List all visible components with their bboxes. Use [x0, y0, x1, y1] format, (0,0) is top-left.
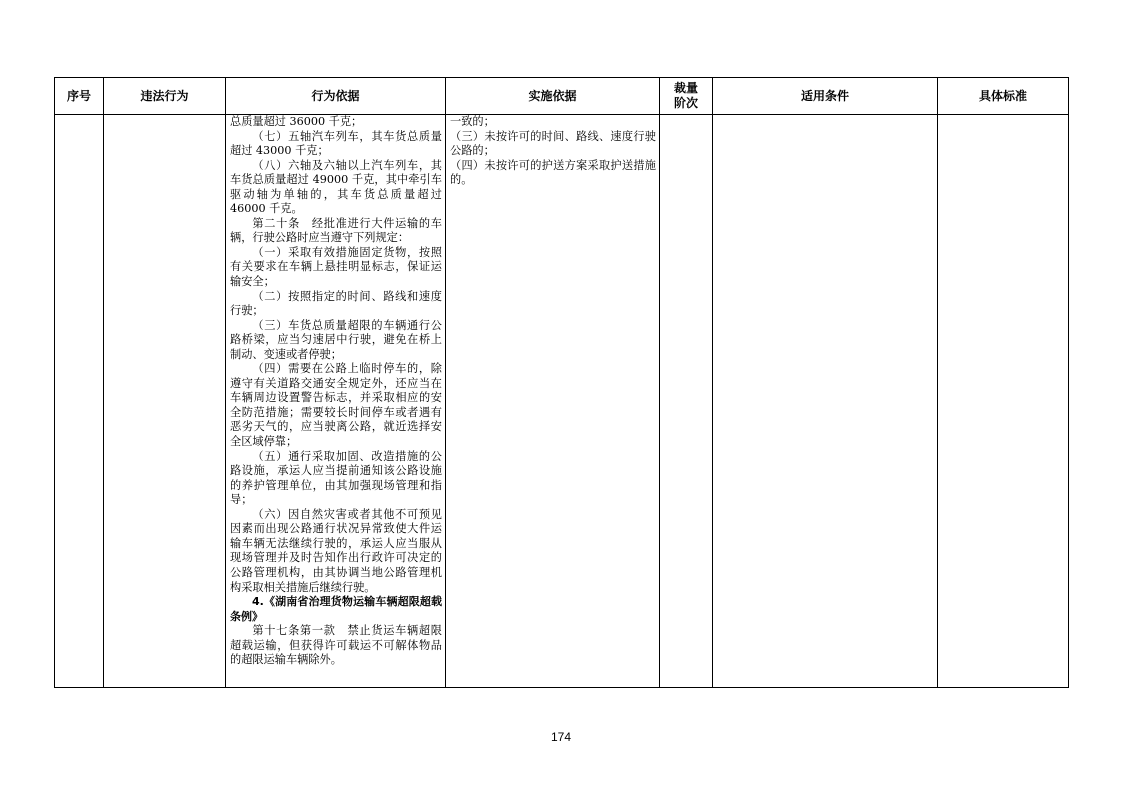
cell-applicable-conditions	[713, 115, 938, 688]
header-applicable-conditions: 适用条件	[713, 78, 938, 115]
header-specific-standard: 具体标准	[938, 78, 1069, 115]
paragraph: （八）六轴及六轴以上汽车列车，其车货总质量超过 49000 千克，其中牵引车驱动轴为单轴的，其车货总质量超过 46000 千克。	[230, 158, 442, 216]
table-row	[55, 115, 1069, 688]
cell-seq	[55, 115, 104, 688]
header-discretion-level-line2: 阶次	[673, 96, 698, 110]
header-discretion-level-line1: 裁量	[673, 81, 698, 95]
header-implementation-basis: 实施依据	[446, 78, 660, 115]
paragraph: （一）采取有效措施固定货物，按照有关要求在车辆上悬挂明显标志，保证运输安全；	[230, 245, 442, 289]
cell-behavior-basis	[226, 115, 446, 688]
paragraph: （二）按照指定的时间、路线和速度行驶；	[230, 289, 442, 318]
paragraph: 一致的；	[450, 115, 495, 128]
cell-implementation-basis	[446, 115, 660, 688]
paragraph: 第二十条 经批准进行大件运输的车辆，行驶公路时应当遵守下列规定：	[230, 216, 442, 245]
paragraph: 4.《湖南省治理货物运输车辆超限超载条例》	[230, 595, 442, 623]
header-violation: 违法行为	[104, 78, 226, 115]
implementation-basis-text	[446, 115, 659, 188]
discretion-standard-table	[54, 77, 1069, 688]
table-header-row	[55, 78, 1069, 115]
page-number: 174	[550, 730, 572, 744]
paragraph: 第十七条第一款 禁止货运车辆超限超载运输，但获得许可载运不可解体物品的超限运输车辆除外。	[230, 624, 442, 667]
paragraph: （四）未按许可的护送方案采取护送措施的。	[450, 158, 656, 187]
cell-violation	[104, 115, 226, 688]
header-behavior-basis: 行为依据	[226, 78, 446, 115]
header-seq: 序号	[55, 78, 104, 115]
paragraph: （五）通行采取加固、改造措施的公路设施，承运人应当提前通知该公路设施的养护管理单位，由其加强现场管理和指导；	[230, 449, 442, 507]
paragraph: （三）车货总质量超限的车辆通行公路桥梁，应当匀速居中行驶，避免在桥上制动、变速或者停驶；	[230, 318, 442, 361]
cell-specific-standard	[938, 115, 1069, 688]
paragraph: （三）未按许可的时间、路线、速度行驶公路的；	[450, 129, 656, 158]
paragraph: （四）需要在公路上临时停车的，除遵守有关道路交通安全规定外，还应当在车辆周边设置警告标志，并采取相应的安全防范措施；需要较长时间停车或者遇有恶劣天气的，应当驶离公路，就近选择安全区域停靠；	[230, 362, 442, 449]
behavior-basis-text	[226, 115, 445, 668]
cell-discretion-level	[660, 115, 713, 688]
paragraph: （七）五轴汽车列车，其车货总质量超过 43000 千克；	[230, 129, 442, 158]
paragraph: 总质量超过 36000 千克；	[230, 115, 363, 128]
paragraph: （六）因自然灾害或者其他不可预见因素而出现公路通行状况异常致使大件运输车辆无法继续行驶的，承运人应当服从现场管理并及时告知作出行政许可决定的公路管理机构，由其协调当地公路管理机构采取相关措施后继续行驶。	[230, 507, 442, 594]
header-discretion-level	[660, 78, 713, 115]
